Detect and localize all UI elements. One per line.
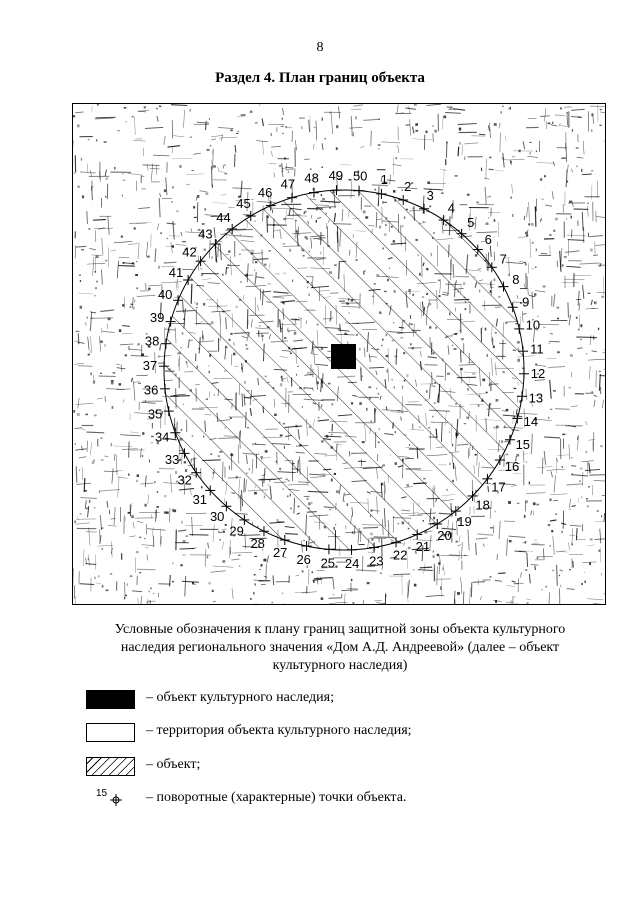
point-label: 34 (154, 429, 170, 445)
point-label: 18 (475, 497, 490, 513)
point-label: 6 (484, 232, 492, 248)
point-label: 49 (328, 168, 344, 184)
point-label: 35 (147, 406, 163, 422)
point-label: 44 (216, 210, 231, 225)
legend-title-line: культурного наследия) (272, 658, 408, 673)
point-label: 31 (192, 491, 208, 507)
point-label: 25 (320, 555, 336, 571)
point-label: 20 (437, 527, 452, 543)
point-label: 32 (177, 472, 192, 488)
solid-black-swatch (86, 690, 135, 709)
heritage-object-marker (331, 344, 356, 369)
point-label: 26 (296, 551, 311, 567)
point-label: 28 (250, 535, 265, 551)
point-label: 11 (530, 341, 544, 357)
point-label: 10 (525, 317, 541, 333)
point-label: 29 (229, 523, 244, 539)
point-label: 46 (257, 184, 273, 200)
legend-label: – объект культурного наследия; (146, 690, 334, 705)
point-sample-number: 15 (96, 788, 108, 799)
legend-label: – территория объекта культурного наследия; (146, 723, 412, 738)
turning-point-icon (86, 786, 133, 810)
hatched-swatch (86, 757, 135, 776)
point-label: 14 (523, 414, 539, 430)
point-label: 4 (447, 200, 456, 216)
point-label: 3 (426, 188, 434, 204)
legend-label: – поворотные (характерные) точки объекта. (146, 790, 407, 805)
section-title: Раздел 4. План границ объекта (215, 70, 425, 86)
point-label: 37 (142, 357, 158, 373)
point-label: 17 (491, 479, 506, 495)
legend-title-line: наследия регионального значения «Дом А.Д. Андреевой» (далее – объект (120, 640, 560, 655)
point-label: 45 (236, 196, 251, 212)
point-label: 41 (168, 265, 184, 280)
point-label: 24 (344, 555, 360, 571)
point-label: 13 (528, 390, 544, 406)
point-label: 23 (369, 553, 384, 569)
point-label: 7 (499, 251, 507, 267)
boundary-plan-map (72, 103, 606, 605)
point-label: 2 (404, 178, 412, 194)
point-label: 1 (380, 172, 388, 188)
point-label: 16 (504, 459, 520, 474)
point-label: 39 (149, 309, 165, 325)
point-label: 8 (512, 272, 520, 288)
empty-swatch (86, 723, 135, 742)
point-label: 15 (515, 437, 531, 453)
legend-title-line: Условные обозначения к плану границ защитной зоны объекта культурного (114, 622, 566, 637)
point-label: 27 (272, 545, 288, 561)
legend-title (100, 621, 580, 675)
point-label: 19 (457, 514, 472, 529)
point-label: 40 (157, 286, 173, 302)
point-label: 42 (182, 244, 197, 260)
point-label: 30 (209, 508, 225, 524)
point-label: 43 (198, 226, 213, 242)
point-label: 36 (143, 382, 159, 398)
point-label: 48 (304, 170, 319, 186)
point-label: 38 (144, 333, 160, 349)
point-label: 21 (415, 539, 431, 555)
point-label: 22 (392, 547, 408, 563)
page-number: 8 (316, 40, 324, 55)
point-label: 47 (280, 176, 296, 192)
point-label: 9 (522, 294, 530, 310)
point-label: 33 (164, 451, 180, 467)
point-label: 50 (352, 168, 368, 184)
point-label: 5 (467, 215, 475, 231)
legend-label: – объект; (146, 757, 201, 772)
point-label: 12 (530, 366, 546, 382)
